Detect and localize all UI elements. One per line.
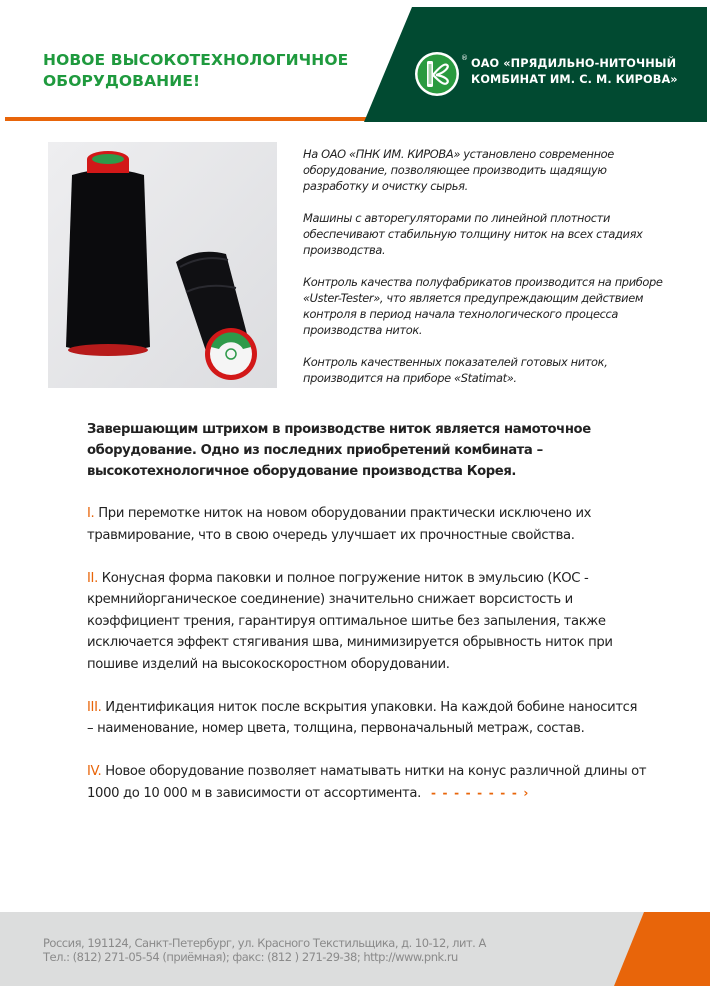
feature-text: Конусная форма паковки и полное погружение ниток в эмульсию (КОС - кремнийорганическое соединение) значительно снижает ворсистость и коэффициент трения, гарантируя оптимальное шитье без запыления, также исключается эффект стягивания шва, минимизируется обрывность ниток при пошиве изделий на высокоскоростном оборудовании.	[87, 570, 613, 672]
feature-text: При перемотке ниток на новом оборудовании практически исключено их травмирование, что в свою очередь улучшает их прочностные свойства.	[87, 506, 592, 543]
page-title-line-1: НОВОЕ ВЫСОКОТЕХНОЛОГИЧНОЕ	[43, 51, 349, 69]
feature-text: Идентификация ниток после вскрытия упаковки. На каждой бобине наносится	[101, 699, 638, 715]
feature-number: I.	[87, 506, 95, 521]
feature-number: III.	[87, 699, 102, 715]
intro-paragraph: Машины с авторегуляторами по линейной плотности обеспечивают стабильную толщину ниток на всех стадиях производства.	[303, 211, 643, 257]
page-title	[43, 50, 363, 92]
orange-divider	[5, 117, 371, 121]
feature-list	[87, 503, 647, 826]
lead-paragraph: Завершающим штрихом в производстве ниток является намоточное оборудование. Одно из последних приобретений комбината – высокотехнологичное оборудование производства Корея.	[87, 422, 591, 479]
k-monogram-logo-icon	[414, 51, 460, 97]
feature-number: IV.	[87, 764, 102, 779]
footer-address: Россия, 191124, Санкт-Петербург, ул. Красного Текстильщика, д. 10-12, лит. А	[43, 936, 486, 950]
feature-item	[87, 761, 647, 804]
feature-item	[87, 568, 647, 676]
intro-paragraph: Контроль качества полуфабрикатов производится на приборе «Uster-Tester», что является предупреждающим действием контроля в период начала технологического процесса производства ниток.	[303, 275, 663, 337]
company-name-line-1: ОАО «ПРЯДИЛЬНО-НИТОЧНЫЙ	[471, 57, 677, 70]
thread-spools-photo	[48, 142, 277, 388]
feature-number: II.	[87, 570, 98, 586]
footer-phone-fax-url: Тел.: (812) 271-05-54 (приёмная); факс: (812 ) 271-29-38; http://www.pnk.ru	[43, 950, 458, 964]
footer	[0, 912, 710, 986]
intro-paragraph: На ОАО «ПНК ИМ. КИРОВА» установлено современное оборудование, позволяющее производить щадящую разработку и очистку сырья.	[303, 147, 614, 193]
company-name	[471, 56, 678, 88]
registered-mark: ®	[461, 54, 468, 62]
footer-contacts	[43, 936, 486, 964]
feature-item	[87, 503, 647, 546]
feature-text: Новое оборудование позволяет наматывать нитки на конус различной длины от 1000 до 10 000 м в зависимости от ассортимента.	[87, 764, 647, 801]
intro-paragraph: Контроль качественных показателей готовых ниток, производится на приборе «Statimat».	[303, 355, 608, 385]
feature-item	[87, 697, 647, 740]
feature-text-continued: – наименование, номер цвета, толщина, первоначальный метраж, состав.	[87, 721, 585, 736]
page-title-line-2: ОБОРУДОВАНИЕ!	[43, 72, 201, 90]
company-name-line-2: КОМБИНАТ ИМ. С. М. КИРОВА»	[471, 73, 678, 86]
intro-text	[303, 146, 673, 402]
continue-arrow-icon: - - - - - - - - ›	[430, 785, 530, 800]
